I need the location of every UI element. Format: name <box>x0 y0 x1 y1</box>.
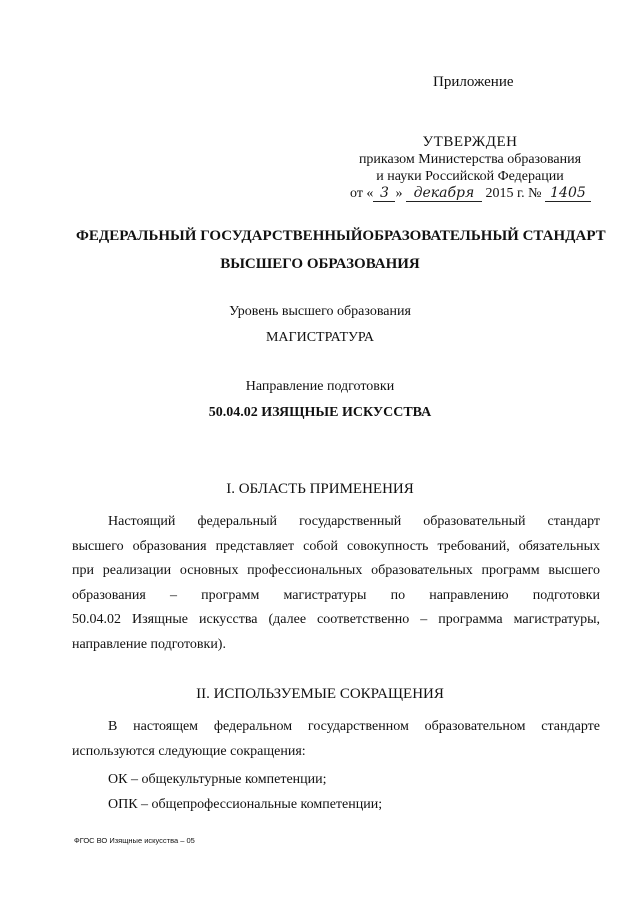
date-prefix: от « <box>350 186 374 201</box>
page-footer: ФГОС ВО Изящные искусства – 05 <box>74 836 195 845</box>
direction-label: Направление подготовки <box>245 379 395 394</box>
document-title-line-1: ФЕДЕРАЛЬНЫЙ ГОСУДАРСТВЕННЫЙОБРАЗОВАТЕЛЬНЫЙ СТАНДАРТ <box>76 228 606 244</box>
date-year: 2015 г. № <box>485 186 542 201</box>
order-date-line <box>350 185 591 202</box>
approved-heading: УТВЕРЖДЕН <box>422 134 518 150</box>
section-2-heading: II. ИСПОЛЬЗУЕМЫЕ СОКРАЩЕНИЯ <box>196 686 444 702</box>
paragraph-line: при реализации основных профессиональных образовательных программ высшего <box>72 563 600 579</box>
date-day: 3 <box>379 185 389 201</box>
paragraph-line: используются следующие сокращения: <box>72 743 306 759</box>
paragraph-line: образования – программ магистратуры по направлению подготовки <box>72 587 600 603</box>
date-month: декабря <box>413 185 475 201</box>
paragraph-line: Настоящий федеральный государственный образовательный стандарт <box>108 514 600 529</box>
abbreviation-item: ОПК – общепрофессиональные компетенции; <box>108 797 383 812</box>
section-2-intro <box>72 715 600 764</box>
paragraph-line: направление подготовки). <box>72 636 226 652</box>
section-1-heading: I. ОБЛАСТЬ ПРИМЕНЕНИЯ <box>226 481 414 497</box>
paragraph-line: 50.04.02 Изящные искусства (далее соответственно – программа магистратуры, <box>72 612 600 628</box>
approval-block <box>350 134 590 202</box>
direction-value: 50.04.02 ИЗЯЩНЫЕ ИСКУССТВА <box>208 405 432 420</box>
date-mid: » <box>395 186 403 201</box>
appendix-label: Приложение <box>433 74 514 90</box>
abbreviation-item: ОК – общекультурные компетенции; <box>108 772 327 787</box>
order-line-1: приказом Министерства образования <box>358 152 582 167</box>
paragraph-line: высшего образования представляет собой совокупность требований, обязательных <box>72 538 600 554</box>
section-1-paragraph <box>72 510 600 658</box>
paragraph-line: В настоящем федеральном государственном образовательном стандарте <box>108 719 600 734</box>
order-line-2: и науки Российской Федерации <box>376 169 564 184</box>
order-number: 1405 <box>550 185 586 201</box>
level-value: МАГИСТРАТУРА <box>265 330 375 345</box>
document-title-line-2: ВЫСШЕГО ОБРАЗОВАНИЯ <box>220 256 420 272</box>
level-label: Уровень высшего образования <box>229 304 411 319</box>
